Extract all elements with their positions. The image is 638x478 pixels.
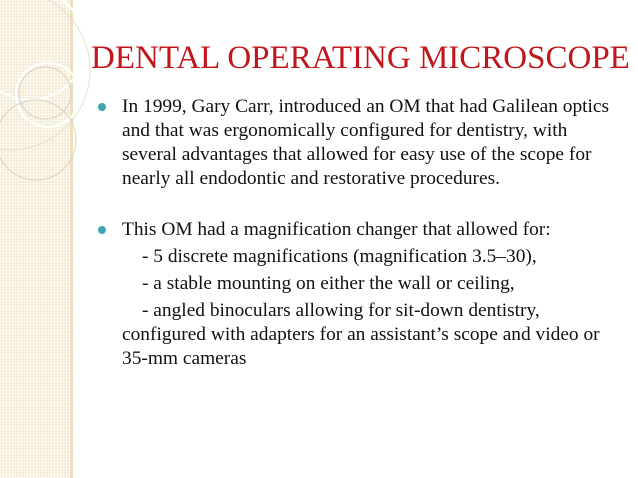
sub-item: - 5 discrete magnifications (magnification 3.5–30), xyxy=(142,246,537,267)
slide-title: DENTAL OPERATING MICROSCOPE xyxy=(91,40,630,76)
bullet-dot-icon xyxy=(98,226,106,234)
bullet-item xyxy=(98,95,626,191)
sub-item: - angled binoculars allowing for sit-down dentistry, xyxy=(142,300,540,321)
sub-item-continuation: configured with adapters for an assistant’s scope and video or 35-mm cameras xyxy=(122,324,600,369)
sub-item: - a stable mounting on either the wall or ceiling, xyxy=(142,273,515,294)
bullet-text: This OM had a magnification changer that allowed for: xyxy=(122,219,551,240)
slide-content xyxy=(98,95,626,371)
bullet-item xyxy=(98,218,626,371)
bullet-dot-icon xyxy=(98,103,106,111)
bullet-text: In 1999, Gary Carr, introduced an OM that had Galilean optics and that was ergonomically configured for dentistry, with several advantages that allowed for easy use of the scope for nearly all endodontic and restorative procedures. xyxy=(122,96,610,189)
